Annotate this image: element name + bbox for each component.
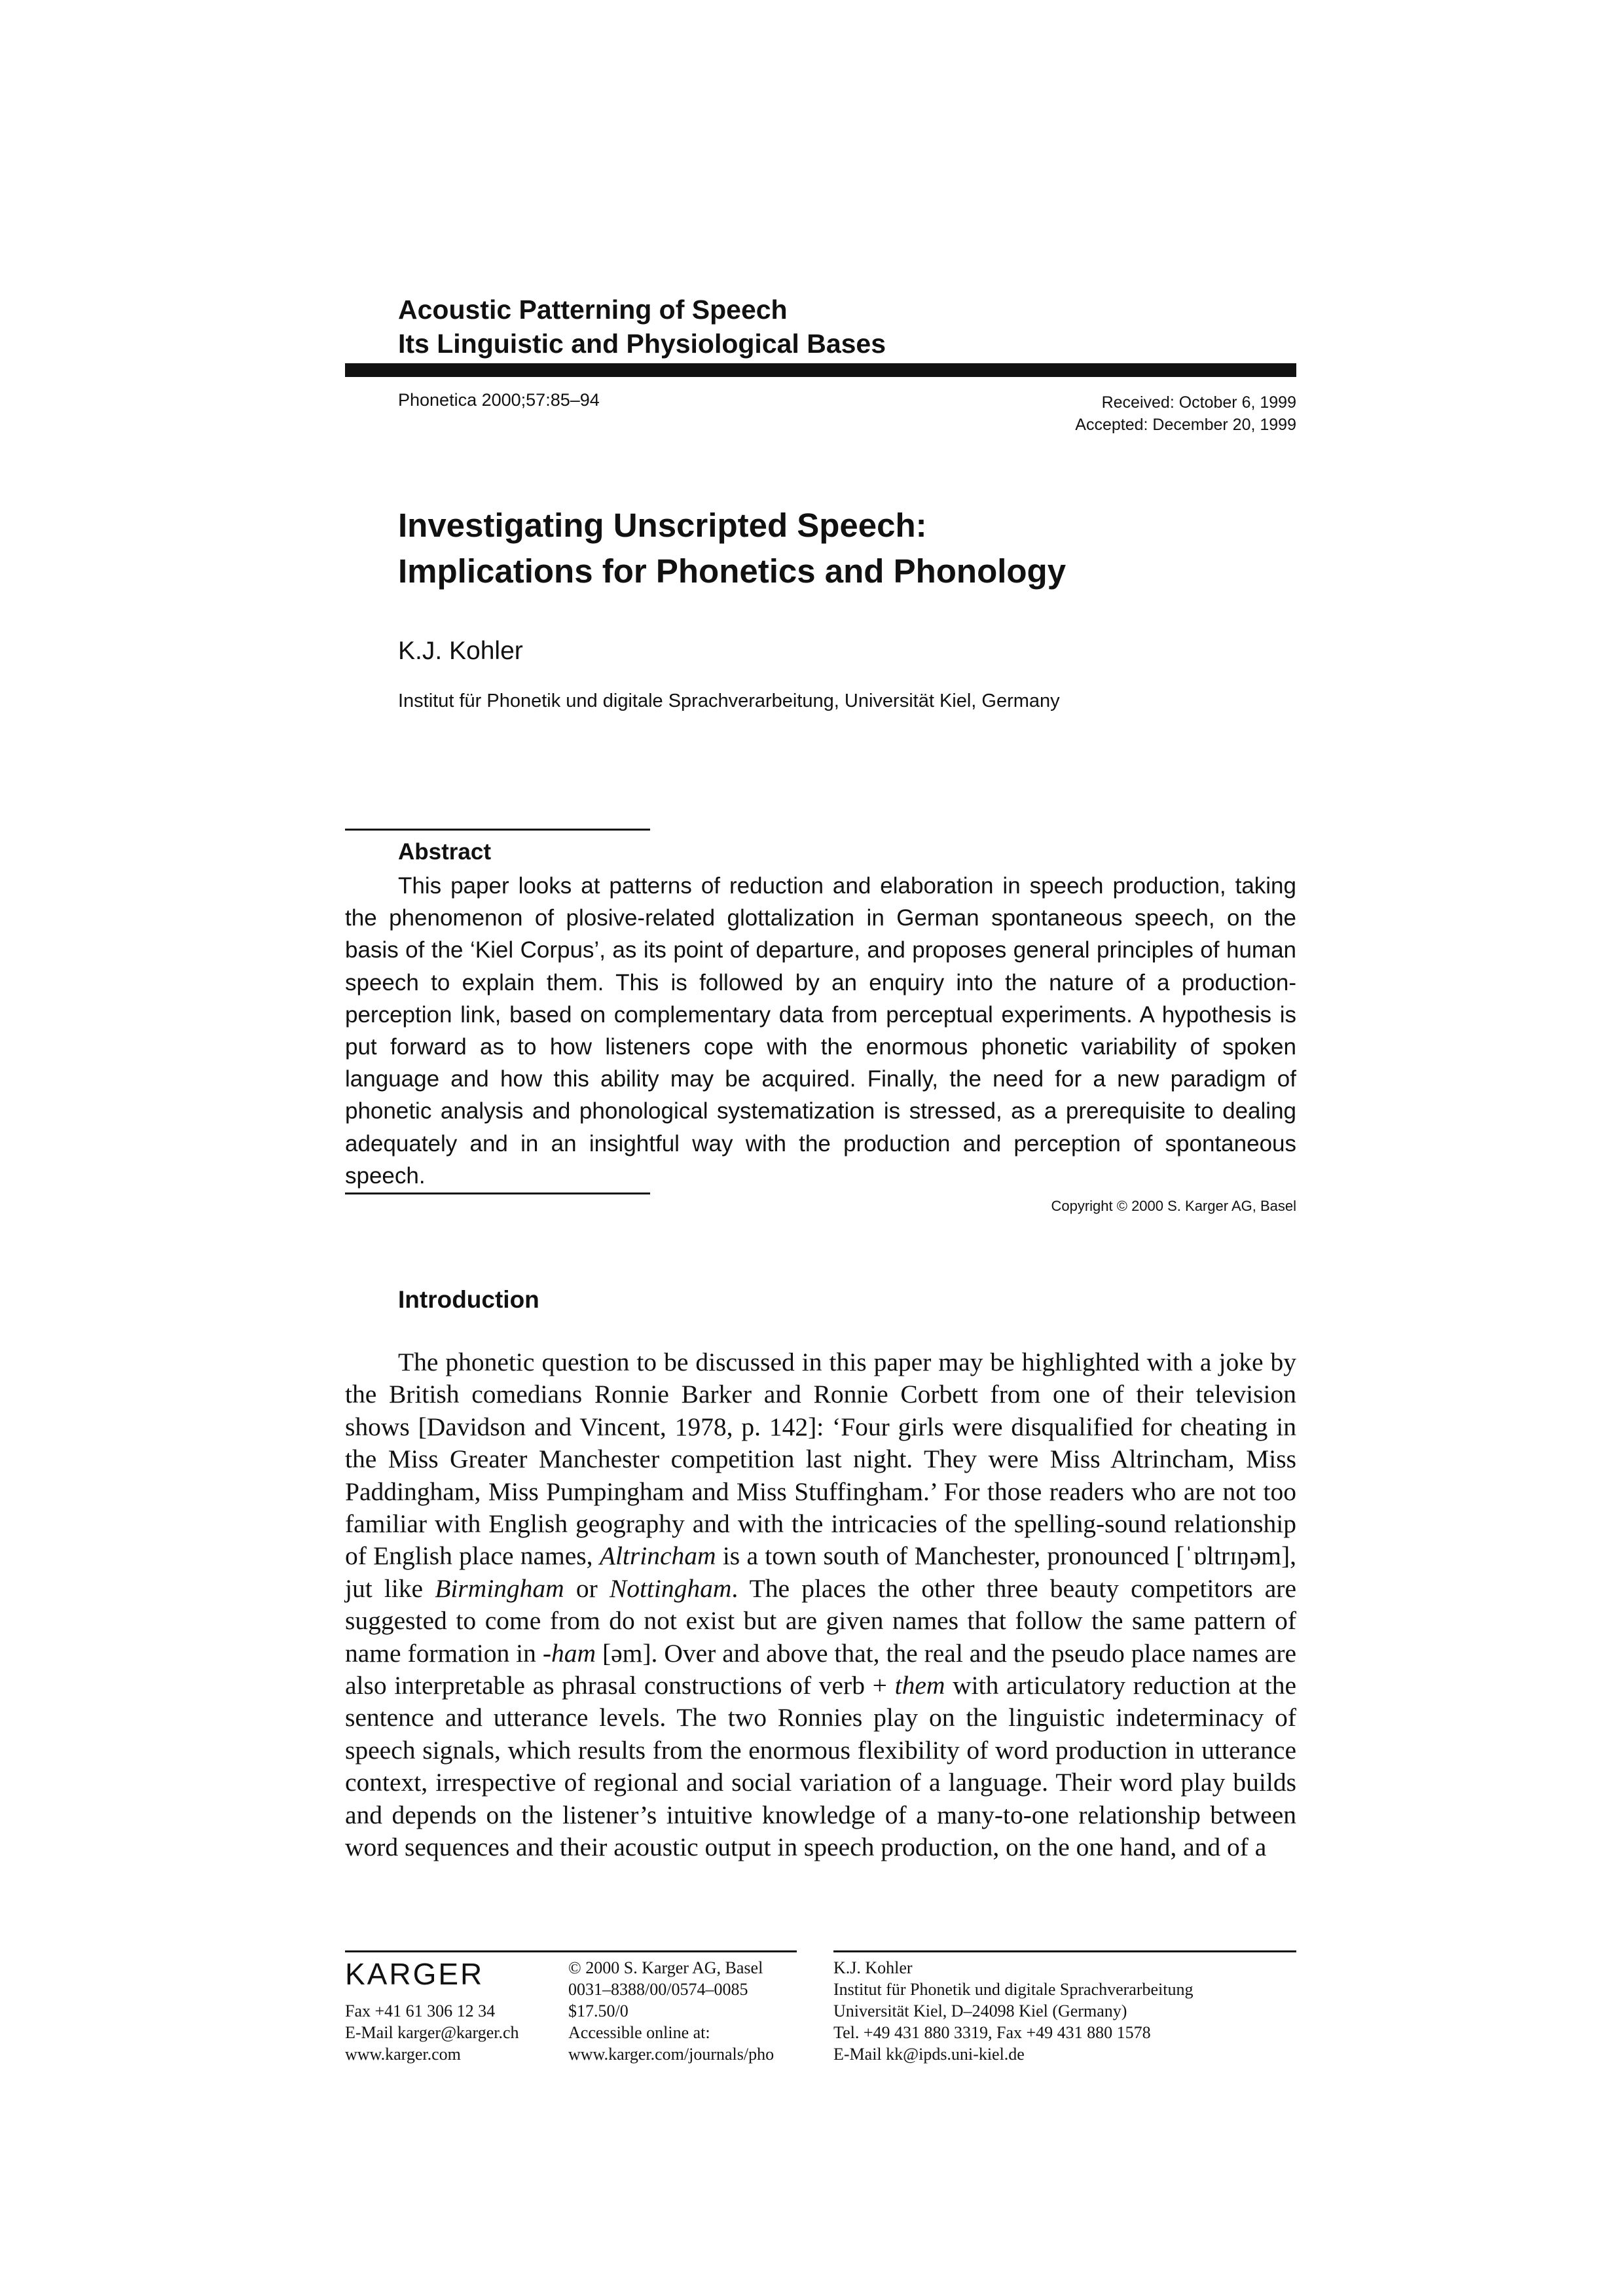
submission-dates [1075,391,1296,436]
introduction-heading: Introduction [398,1286,539,1313]
publisher-fax: Fax +41 61 306 12 34 [345,2001,496,2020]
publisher-contact [345,2000,519,2065]
abstract-bottom-rule [345,1193,650,1194]
intro-em-birmingham: Birmingham [435,1573,564,1603]
abstract-text: This paper looks at patterns of reduction and elaboration in speech production, taking the phenomenon of plosive-related glottalization in German spontaneous speech, on the basis of the ‘Kiel Corpus’, as its point of departure, and proposes general principles of human speech to explain them. This is followed by an enquiry into the nature of a production-perception link, based on complementary data from perceptual experiments. A hypothesis is put forward as to how listeners cope with the enormous phonetic variability of spoken language and how this ability may be acquired. Finally, the need for a new paradigm of phonetic analysis and phonological systematization is stressed, as a prerequisite to dealing adequately and in an insightful way with the production and perception of spontaneous speech. [345,873,1296,1189]
paper-title [398,503,1315,594]
journal-reference: Phonetica 2000;57:85–94 [398,390,600,410]
publisher-email: E-Mail karger@karger.ch [345,2023,519,2042]
contact-email: E-Mail kk@ipds.uni-kiel.de [833,2045,1025,2064]
paper-title-line1: Investigating Unscripted Speech: [398,507,927,544]
contact-institution: Institut für Phonetik und digitale Sprachverarbeitung [833,1980,1194,1999]
received-date: Received: October 6, 1999 [1101,393,1296,412]
introduction-paragraph [345,1346,1296,1864]
contact-address: Universität Kiel, D–24098 Kiel (Germany) [833,2001,1127,2020]
paper-title-line2: Implications for Phonetics and Phonology [398,552,1067,590]
contact-telephone: Tel. +49 431 880 3319, Fax +49 431 880 1578 [833,2023,1151,2042]
abstract-copyright: Copyright © 2000 S. Karger AG, Basel [1051,1198,1296,1214]
intro-em-nottingham: Nottingham [609,1573,732,1603]
intro-em-ham: -ham [542,1638,596,1668]
footer-rule-right [833,1950,1296,1952]
intro-em-them: them [894,1671,945,1700]
accepted-date: Accepted: December 20, 1999 [1075,416,1296,434]
intro-text-1: The phonetic question to be discussed in this paper may be highlighted with a joke by the British comedians Ronnie Barker and Ronnie Corbett from one of their television shows [Davidson and Vincent, 1978, p. 142]: ‘Four girls were disqualified for cheating in the Miss Greater Manchester competition last night. They were Miss Altrincham, Miss Paddingham, Miss Pumpingham and Miss Stuffingham.’ For those readers who are not too familiar with English geography and with the intricacies of the spelling-sound relationship of English place names, [345,1348,1296,1571]
author-name: K.J. Kohler [398,637,523,665]
intro-text-6: with articulatory reduction at the sentence and utterance levels. The two Ronnies play on the linguistic indeterminacy of speech signals, which results from the enormous flexibility of word production in utterance context, irrespective of regional and social variation of a language. Their word play builds and depends on the listener’s intuitive knowledge of a many-to-one relationship between word sequences and their acoustic output in speech production, on the one hand, and of a [345,1671,1297,1862]
intro-text-2: is a town south of Manchester, pronounced [ˈɒltrɪŋəm], jut like [345,1541,1296,1603]
contact-name: K.J. Kohler [833,1958,913,1977]
series-title [398,293,1315,361]
publisher-web: www.karger.com [345,2045,461,2064]
header-rule [345,363,1296,377]
footer-issn: 0031–8388/00/0574–0085 [568,1980,748,1999]
footer-rule-left [345,1950,797,1952]
series-title-line2: Its Linguistic and Physiological Bases [398,329,886,359]
karger-logo: KARGER [345,1957,484,1991]
intro-text-5: [əm]. Over and above that, the real and the pseudo place names are also interpretable as phrasal constructions of verb + [345,1638,1297,1700]
intro-em-altrincham: Altrincham [599,1541,716,1571]
footer-price: $17.50/0 [568,2001,629,2020]
publication-info [568,1957,774,2065]
footer-copyright: © 2000 S. Karger AG, Basel [568,1958,763,1977]
footer-online-url: www.karger.com/journals/pho [568,2045,775,2064]
correspondence-info [833,1957,1194,2065]
footer-online-label: Accessible online at: [568,2023,710,2042]
intro-text-4: . The places the other three beauty competitors are suggested to come from do not exist but are given names that follow the same pattern of name formation in [345,1573,1296,1668]
series-title-line1: Acoustic Patterning of Speech [398,295,788,325]
abstract-top-rule [345,829,650,831]
abstract-heading: Abstract [398,839,491,865]
intro-text-3: or [575,1573,598,1603]
author-affiliation: Institut für Phonetik und digitale Sprachverarbeitung, Universität Kiel, Germany [398,691,1060,711]
